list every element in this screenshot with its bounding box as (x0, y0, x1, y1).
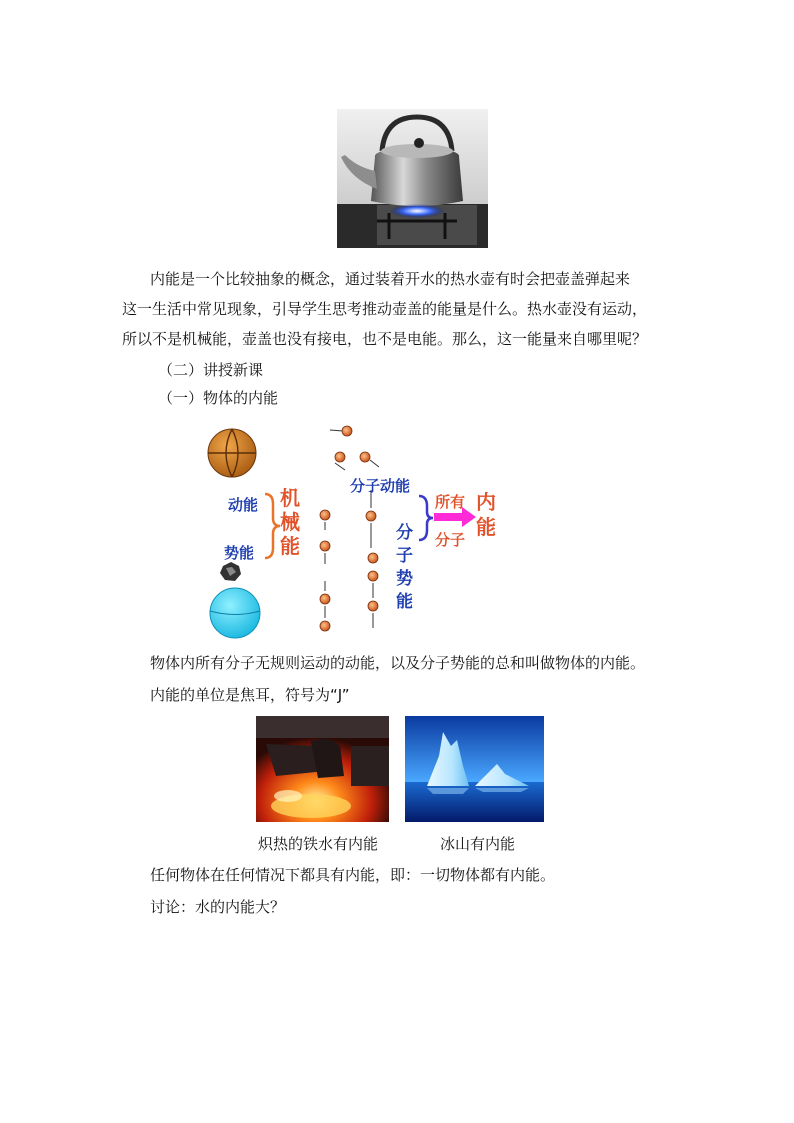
section-heading-2: （二）讲授新课 (158, 361, 264, 379)
label-molecules: 分子 (435, 531, 466, 549)
molecules-column-left (320, 510, 330, 631)
molten-iron-photo (256, 716, 389, 822)
label-all: 所有 (435, 493, 466, 511)
internal-energy-diagram (195, 418, 515, 640)
top-ball (208, 429, 256, 477)
diagram-graphics (195, 418, 515, 640)
bottom-ball (210, 588, 260, 638)
molecules-column-right (366, 490, 378, 628)
rock-shape (220, 562, 241, 581)
label-molecular-potential: 分子势能 (396, 523, 413, 612)
label-potential: 势能 (224, 544, 255, 562)
molecules-scattered (330, 426, 379, 470)
intro-line-1: 内能是一个比较抽象的概念，通过装着开水的热水壶有时会把壶盖弹起来 (150, 270, 631, 288)
label-molecular-kinetic: 分子动能 (350, 477, 411, 495)
kettle-photo (337, 109, 488, 248)
intro-line-2: 这一生活中常见现象，引导学生思考推动壶盖的能量是什么。热水壶没有运动， (122, 300, 648, 318)
label-mechanical-energy: 机械能 (280, 486, 300, 558)
section-heading-1: （一）物体的内能 (158, 389, 279, 407)
label-internal-energy: 内能 (476, 490, 496, 539)
caption-molten-iron: 炽热的铁水有内能 (258, 835, 379, 853)
iceberg-photo (405, 716, 544, 822)
mechanical-brace (265, 494, 280, 558)
discussion-text: 讨论：水的内能大？ (150, 898, 286, 916)
statement-text: 任何物体在任何情况下都具有内能，即：一切物体都有内能。 (150, 866, 556, 884)
molecular-brace (419, 496, 433, 540)
definition-text: 物体内所有分子无规则运动的动能，以及分子势能的总和叫做物体的内能。 (150, 654, 646, 672)
caption-iceberg: 冰山有内能 (440, 835, 516, 853)
label-kinetic: 动能 (228, 496, 259, 514)
intro-line-3: 所以不是机械能，壶盖也没有接电，也不是电能。那么，这一能量来自哪里呢？ (122, 330, 648, 348)
unit-text: 内能的单位是焦耳，符号为“J” (150, 686, 350, 704)
